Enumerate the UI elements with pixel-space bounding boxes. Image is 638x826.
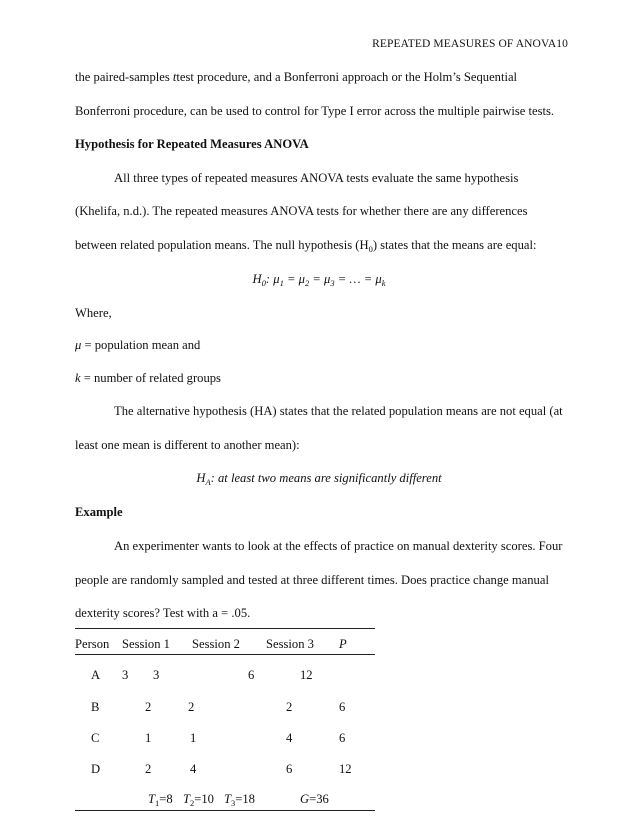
table-total-t3: $T_3=18$ [224, 792, 255, 808]
table-cell: 6 [286, 762, 293, 776]
paragraph-line: the paired-samples ttest procedure, and a Bonferroni approach or the Holm’s Sequential [75, 70, 518, 84]
table-header-session1: Session 1 [122, 637, 170, 651]
null-hypothesis-equation: $H_0$: $\mu_1 = \mu_2 = \mu_3$ = … = $\mu_k$ [252, 272, 386, 288]
table-cell-person: C [91, 731, 100, 745]
table-total-g: G=36 [300, 792, 329, 806]
table-cell: 2 [145, 700, 152, 714]
table-header-person: Person [75, 637, 110, 651]
alternative-hypothesis-equation: $H_A$: at least two means are significantly different [196, 471, 442, 487]
table-cell: 2 [188, 700, 195, 714]
table-total-t1: $T_1=8$ [148, 792, 173, 808]
table-header-session2: Session 2 [192, 637, 240, 651]
paragraph-line: The alternative hypothesis (HA) states that the related population means are not equal (at [114, 404, 563, 418]
table-cell: 2 [286, 700, 293, 714]
table-cell: 1 [190, 731, 197, 745]
table-cell: 3 [153, 668, 160, 682]
table-cell: 6 [339, 700, 346, 714]
definition-mu: μ = population mean and [75, 338, 201, 352]
table-cell: 1 [145, 731, 152, 745]
paragraph-line: (Khelifa, n.d.). The repeated measures ANOVA tests for whether there are any differences [75, 204, 528, 218]
running-head: REPEATED MEASURES OF ANOVA10 [372, 38, 568, 50]
table-cell: 3 [122, 668, 129, 682]
table-cell: 6 [339, 731, 346, 745]
table-total-t2: $T_2=10$ [183, 792, 214, 808]
paragraph-line: All three types of repeated measures ANOVA tests evaluate the same hypothesis [114, 171, 519, 185]
paragraph-line: people are randomly sampled and tested at three different times. Does practice change manual [75, 573, 549, 587]
table-header-rule [75, 654, 375, 655]
paragraph-line: An experimenter wants to look at the effects of practice on manual dexterity scores. Four [114, 539, 563, 553]
table-cell: 2 [145, 762, 152, 776]
table-cell: 12 [339, 762, 352, 776]
table-cell-person: D [91, 762, 101, 776]
table-bottom-rule [75, 810, 375, 811]
definition-k: k = number of related groups [75, 371, 221, 385]
paragraph-line: least one mean is different to another mean): [75, 438, 300, 452]
paragraph-line: Bonferroni procedure, can be used to control for Type I error across the multiple pairwise tests. [75, 104, 555, 118]
table-cell-person: B [91, 700, 100, 714]
where-label: Where, [75, 306, 112, 320]
table-cell: 4 [286, 731, 293, 745]
paragraph-line: dexterity scores? Test with a = .05. [75, 606, 251, 620]
table-cell: 6 [248, 668, 255, 682]
table-top-rule [75, 628, 375, 629]
table-header-session3: Session 3 [266, 637, 314, 651]
table-header-p: P [339, 637, 347, 651]
table-cell: 12 [300, 668, 313, 682]
section-heading-example: Example [75, 505, 123, 519]
paragraph-line: between related population means. The null hypothesis $(H_0)$ states that the means are equal: [75, 238, 537, 254]
section-heading-hypothesis: Hypothesis for Repeated Measures ANOVA [75, 137, 309, 151]
table-cell-person: A [91, 668, 101, 682]
table-cell: 4 [190, 762, 197, 776]
